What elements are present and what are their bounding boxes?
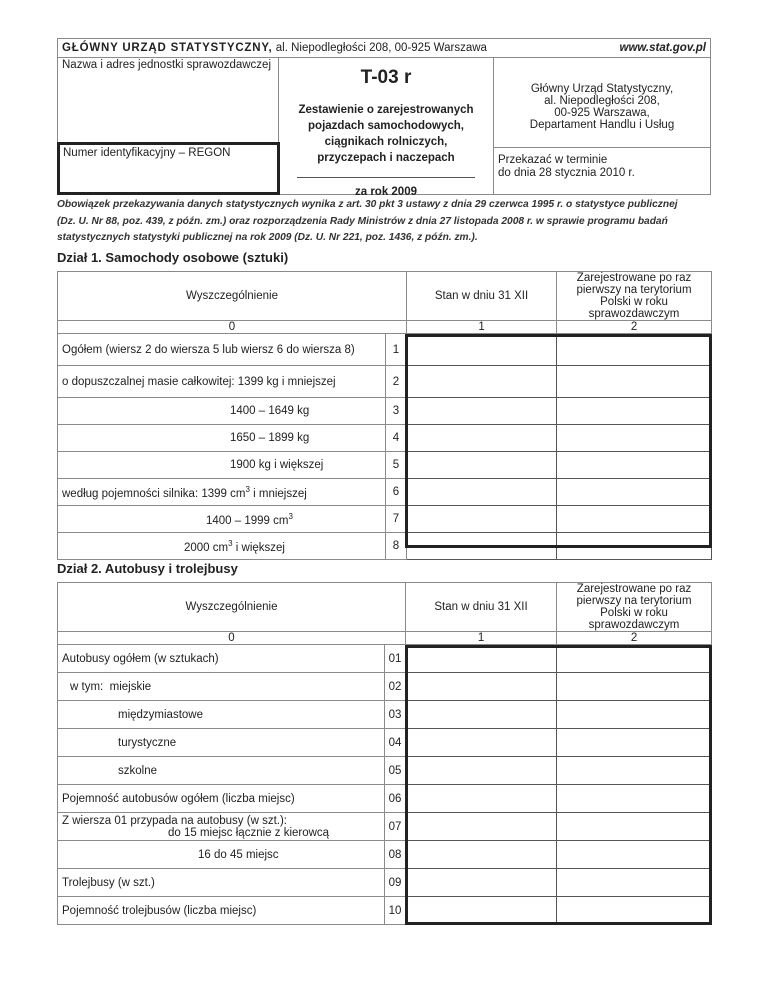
row-label-text: do 15 miejsc łącznie z kierowcą — [168, 826, 330, 839]
input-cell-col2[interactable] — [557, 673, 712, 701]
col-header-state: Stan w dniu 31 XII — [407, 272, 557, 321]
recipient-address — [494, 57, 710, 148]
form-title-line: ciągnikach rolniczych, — [324, 136, 448, 148]
input-cell-col2[interactable] — [557, 813, 712, 841]
deadline-note — [498, 154, 635, 180]
superscript: 3 — [288, 511, 293, 521]
row-label-text: według pojemności silnika: 1399 cm — [62, 487, 246, 500]
org-line — [62, 39, 487, 57]
row-number: 6 — [386, 479, 407, 506]
row-number: 06 — [385, 785, 406, 813]
col-index-0: 0 — [58, 632, 406, 645]
row-label: turystyczne — [58, 729, 385, 757]
legal-note-line: statystycznych statystyki publicznej na rok 2009 (Dz. U. Nr 221, poz. 1436, z późn. zm.). — [57, 232, 478, 243]
input-cell-col2[interactable] — [557, 785, 712, 813]
input-cell-col2[interactable] — [557, 506, 712, 533]
header-top-bar — [58, 39, 710, 58]
legal-note — [57, 197, 711, 247]
recipient-line: al. Niepodległości 208, — [544, 95, 660, 107]
input-cell-col1[interactable] — [406, 673, 557, 701]
section2-title: Dział 2. Autobusy i trolejbusy — [57, 561, 238, 576]
org-address: al. Niepodległości 208, 00-925 Warszawa — [272, 42, 487, 54]
input-cell-col1[interactable] — [406, 897, 557, 925]
section1-title: Dział 1. Samochody osobowe (sztuki) — [57, 250, 289, 265]
input-cell-col1[interactable] — [406, 785, 557, 813]
website-link[interactable]: www.stat.gov.pl — [619, 42, 706, 54]
row-label: szkolne — [58, 757, 385, 785]
unit-name-field[interactable] — [58, 57, 279, 142]
table-row — [58, 785, 712, 813]
unit-name-label: Nazwa i adres jednostki sprawozdawczej — [62, 59, 272, 71]
input-cell-col2[interactable] — [557, 869, 712, 897]
row-number: 3 — [386, 398, 407, 425]
table-row — [58, 398, 712, 425]
row-number: 01 — [385, 645, 406, 673]
deadline-line: Przekazać w terminie — [498, 154, 608, 166]
input-cell-col1[interactable] — [407, 479, 557, 506]
input-cell-col2[interactable] — [557, 398, 712, 425]
regon-field[interactable] — [57, 142, 280, 195]
row-label — [58, 813, 385, 841]
row-number: 2 — [386, 366, 407, 398]
form-title-line: Zestawienie o zarejestrowanych — [298, 104, 474, 116]
row-number: 09 — [385, 869, 406, 897]
col-index-2: 2 — [557, 321, 712, 334]
row-label-text: miejskie — [109, 680, 152, 693]
row-number: 7 — [386, 506, 407, 533]
form-title-line: przyczepach i naczepach — [317, 152, 455, 164]
table-row — [58, 452, 712, 479]
legal-note-line: (Dz. U. Nr 88, poz. 439, z późn. zm.) oraz rozporządzenia Rady Ministrów z dnia 27 listopada 2008 r. w sprawie programu badań — [57, 215, 668, 227]
title-divider — [297, 177, 475, 178]
col-header-description: Wyszczególnienie — [58, 272, 407, 321]
input-cell-col1[interactable] — [407, 366, 557, 398]
row-number: 05 — [385, 757, 406, 785]
deadline-line: do dnia 28 stycznia 2010 r. — [498, 167, 635, 179]
row-label-text: 2000 cm — [184, 541, 229, 554]
row-label: Autobusy ogółem (w sztukach) — [58, 645, 385, 673]
table-row — [58, 813, 712, 841]
recipient-block — [493, 57, 710, 195]
form-header — [57, 38, 711, 198]
row-label-text: 1400 – 1999 cm — [206, 514, 289, 527]
table-row — [58, 425, 712, 452]
row-label: 1650 – 1899 kg — [58, 425, 386, 452]
col-header-first-registered: Zarejestrowane po raz pierwszy na terytorium Polski w roku sprawozdawczym — [557, 272, 712, 321]
input-cell-col2[interactable] — [557, 479, 712, 506]
input-cell-col1[interactable] — [406, 813, 557, 841]
input-cell-col2[interactable] — [557, 533, 712, 560]
input-cell-col2[interactable] — [557, 729, 712, 757]
input-cell-col2[interactable] — [557, 841, 712, 869]
row-number: 5 — [386, 452, 407, 479]
row-label — [58, 673, 385, 701]
row-label — [58, 506, 386, 533]
input-cell-col1[interactable] — [407, 398, 557, 425]
row-label — [58, 479, 386, 506]
row-label: 1900 kg i większej — [58, 452, 386, 479]
input-cell-col2[interactable] — [557, 757, 712, 785]
input-cell-col1[interactable] — [406, 729, 557, 757]
col-header-description: Wyszczególnienie — [58, 583, 406, 632]
row-number: 10 — [385, 897, 406, 925]
row-label-text: Z wiersza 01 przypada na autobusy (w szt.): — [62, 814, 287, 827]
row-number: 08 — [385, 841, 406, 869]
input-cell-col2[interactable] — [557, 897, 712, 925]
row-label-text: i większej — [232, 541, 285, 554]
legal-note-line: Obowiązek przekazywania danych statystycznych wynika z art. 30 pkt 3 ustawy z dnia 29 czerwca 1995 r. o statystyce publicznej — [57, 199, 678, 210]
row-label: 1400 – 1649 kg — [58, 398, 386, 425]
row-label-prefix: w tym: — [70, 680, 110, 693]
input-cell-col1[interactable] — [407, 334, 557, 366]
row-label-text: i mniejszej — [249, 487, 307, 500]
form-code: T-03 r — [360, 67, 412, 88]
form-title-block — [279, 57, 493, 198]
form-title — [279, 102, 493, 166]
table-row — [58, 841, 712, 869]
table-row — [58, 366, 712, 398]
row-number: 1 — [386, 334, 407, 366]
input-cell-col2[interactable] — [557, 701, 712, 729]
table-row — [58, 869, 712, 897]
superscript: 3 — [228, 538, 233, 548]
col-header-state: Stan w dniu 31 XII — [406, 583, 557, 632]
row-label: 16 do 45 miejsc — [58, 841, 385, 869]
input-cell-col2[interactable] — [557, 366, 712, 398]
row-number: 07 — [385, 813, 406, 841]
row-number: 8 — [386, 533, 407, 560]
superscript: 3 — [245, 484, 250, 494]
table-row — [58, 757, 712, 785]
input-cell-col1[interactable] — [407, 452, 557, 479]
table-row — [58, 334, 712, 366]
table-row — [58, 645, 712, 673]
col-index-0: 0 — [58, 321, 407, 334]
row-number: 4 — [386, 425, 407, 452]
table-row — [58, 701, 712, 729]
row-label — [58, 533, 386, 560]
table-row — [58, 897, 712, 925]
input-cell-col1[interactable] — [407, 506, 557, 533]
form-year: za rok 2009 — [354, 186, 417, 198]
row-label: międzymiastowe — [58, 701, 385, 729]
col-header-first-registered: Zarejestrowane po raz pierwszy na terytorium Polski w roku sprawozdawczym — [557, 583, 712, 632]
col-index-2: 2 — [557, 632, 712, 645]
table-row — [58, 673, 712, 701]
form-title-line: pojazdach samochodowych, — [308, 120, 464, 132]
input-cell-col1[interactable] — [406, 757, 557, 785]
section2-table — [57, 582, 712, 925]
section1-table — [57, 271, 712, 560]
row-number: 03 — [385, 701, 406, 729]
input-cell-col1[interactable] — [407, 533, 557, 560]
table-row — [58, 729, 712, 757]
row-number: 02 — [385, 673, 406, 701]
input-cell-col1[interactable] — [406, 841, 557, 869]
input-cell-col2[interactable] — [557, 645, 712, 673]
recipient-line: Departament Handlu i Usług — [529, 119, 675, 131]
table-row — [58, 506, 712, 533]
regon-label: Numer identyfikacyjny – REGON — [63, 147, 231, 159]
input-cell-col1[interactable] — [406, 645, 557, 673]
row-label: o dopuszczalnej masie całkowitej: 1399 kg i mniejszej — [58, 366, 386, 398]
recipient-line: Główny Urząd Statystyczny, — [530, 83, 674, 95]
recipient-line: 00-925 Warszawa, — [554, 107, 650, 119]
row-label: Pojemność autobusów ogółem (liczba miejsc) — [58, 785, 385, 813]
row-label: Trolejbusy (w szt.) — [58, 869, 385, 897]
col-index-1: 1 — [407, 321, 557, 334]
col-index-1: 1 — [406, 632, 557, 645]
org-name: GŁÓWNY URZĄD STATYSTYCZNY, — [62, 42, 273, 54]
table-row — [58, 533, 712, 560]
input-cell-col2[interactable] — [557, 425, 712, 452]
input-cell-col1[interactable] — [406, 701, 557, 729]
input-cell-col2[interactable] — [557, 334, 712, 366]
row-label: Pojemność trolejbusów (liczba miejsc) — [58, 897, 385, 925]
row-number: 04 — [385, 729, 406, 757]
input-cell-col1[interactable] — [406, 869, 557, 897]
input-cell-col1[interactable] — [407, 425, 557, 452]
table-row — [58, 479, 712, 506]
row-label: Ogółem (wiersz 2 do wiersza 5 lub wiersz 6 do wiersza 8) — [58, 334, 386, 366]
input-cell-col2[interactable] — [557, 452, 712, 479]
